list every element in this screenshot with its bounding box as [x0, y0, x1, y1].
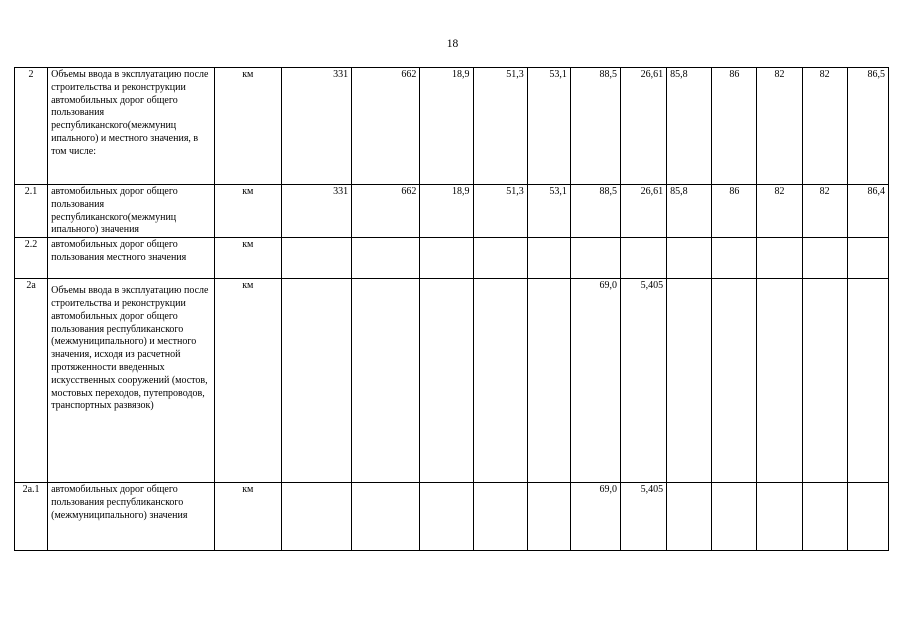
row-unit: км [214, 279, 281, 483]
value-cell: 82 [757, 68, 802, 185]
value-cell: 86 [712, 185, 757, 238]
value-cell: 69,0 [570, 279, 620, 483]
value-cell: 86,4 [847, 185, 888, 238]
value-cell [352, 279, 420, 483]
row-number: 2 [15, 68, 48, 185]
row-number: 2а.1 [15, 483, 48, 551]
value-cell: 85,8 [667, 185, 712, 238]
value-cell [802, 238, 847, 279]
value-cell: 82 [757, 185, 802, 238]
value-cell [420, 279, 473, 483]
value-cell: 88,5 [570, 68, 620, 185]
table-row [15, 483, 889, 551]
value-cell [473, 483, 527, 551]
value-cell [527, 279, 570, 483]
row-unit: км [214, 185, 281, 238]
value-cell [570, 238, 620, 279]
value-cell [621, 238, 667, 279]
page-number: 18 [446, 38, 459, 50]
value-cell: 331 [281, 68, 351, 185]
value-cell: 5,405 [621, 279, 667, 483]
value-cell: 86,5 [847, 68, 888, 185]
row-unit: км [214, 483, 281, 551]
indicator-table [14, 67, 889, 551]
value-cell: 331 [281, 185, 351, 238]
value-cell [281, 279, 351, 483]
value-cell: 69,0 [570, 483, 620, 551]
value-cell [473, 279, 527, 483]
value-cell [281, 238, 351, 279]
value-cell: 53,1 [527, 185, 570, 238]
value-cell [667, 483, 712, 551]
value-cell [847, 483, 888, 551]
value-cell [420, 483, 473, 551]
value-cell [667, 238, 712, 279]
table-row [15, 185, 889, 238]
row-description: автомобильных дорог общего пользования республиканского (межмуниципального) значения [48, 483, 215, 551]
value-cell [352, 238, 420, 279]
value-cell [757, 279, 802, 483]
row-number: 2.1 [15, 185, 48, 238]
value-cell [473, 238, 527, 279]
value-cell: 82 [802, 68, 847, 185]
value-cell [757, 483, 802, 551]
value-cell: 53,1 [527, 68, 570, 185]
value-cell: 18,9 [420, 68, 473, 185]
table-row [15, 238, 889, 279]
row-number: 2а [15, 279, 48, 483]
value-cell [712, 483, 757, 551]
value-cell [527, 238, 570, 279]
value-cell: 82 [802, 185, 847, 238]
value-cell: 26,61 [621, 68, 667, 185]
value-cell [527, 483, 570, 551]
value-cell [667, 279, 712, 483]
value-cell: 86 [712, 68, 757, 185]
value-cell: 88,5 [570, 185, 620, 238]
value-cell [352, 483, 420, 551]
table-row [15, 68, 889, 185]
value-cell: 662 [352, 68, 420, 185]
value-cell: 5,405 [621, 483, 667, 551]
row-description: автомобильных дорог общего пользования местного значения [48, 238, 215, 279]
row-description: автомобильных дорог общего пользования республиканского(межмуниц ипального) значения [48, 185, 215, 238]
value-cell [281, 483, 351, 551]
value-cell [757, 238, 802, 279]
value-cell [802, 483, 847, 551]
value-cell [847, 238, 888, 279]
value-cell [712, 279, 757, 483]
table-row [15, 279, 889, 483]
value-cell [847, 279, 888, 483]
value-cell: 51,3 [473, 68, 527, 185]
row-description: Объемы ввода в эксплуатацию после строительства и реконструкции автомобильных дорог общего пользования республиканского(межмуниц ипального) и местного значения, в том числе: [48, 68, 215, 185]
value-cell [420, 238, 473, 279]
value-cell: 26,61 [621, 185, 667, 238]
row-unit: км [214, 68, 281, 185]
value-cell [712, 238, 757, 279]
value-cell: 85,8 [667, 68, 712, 185]
value-cell: 662 [352, 185, 420, 238]
value-cell [802, 279, 847, 483]
row-unit: км [214, 238, 281, 279]
row-number: 2.2 [15, 238, 48, 279]
value-cell: 51,3 [473, 185, 527, 238]
value-cell: 18,9 [420, 185, 473, 238]
row-description: Объемы ввода в эксплуатацию после строительства и реконструкции автомобильных дорог общего пользования республиканского (межмуниципального) и местного значения, исходя из расчетной протяженности введенных искусственных сооружений (мостов, мостовых переходов, путепроводов, транспортных развязок) [48, 279, 215, 483]
